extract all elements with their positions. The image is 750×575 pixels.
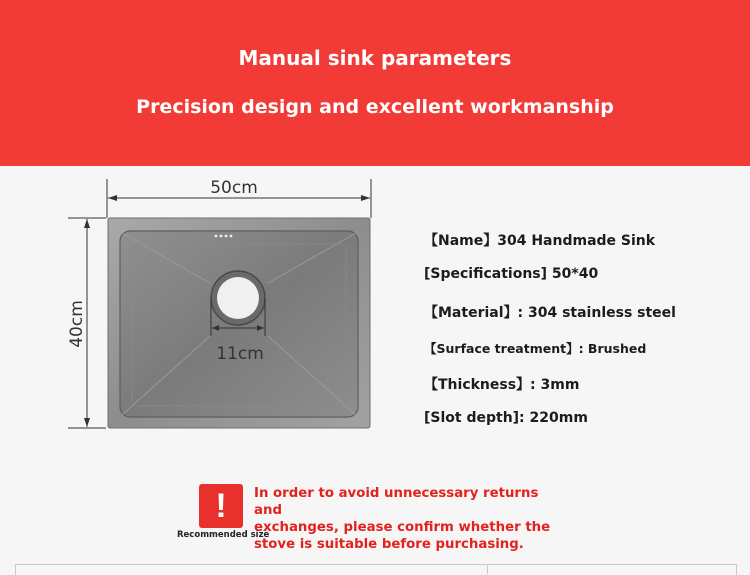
width-dimension xyxy=(107,178,371,218)
exclamation-mark: ! xyxy=(215,487,227,525)
page-subtitle: Precision design and excellent workmanship xyxy=(136,96,614,118)
width-label: 50cm xyxy=(210,178,258,198)
header-banner xyxy=(0,0,750,166)
drain-label: 11cm xyxy=(216,344,264,364)
exclamation-icon xyxy=(199,484,243,528)
height-label: 40cm xyxy=(67,300,87,348)
recommended-size-caption: Recommended size xyxy=(177,530,270,540)
spec-material: 【Material】: 304 stainless steel xyxy=(424,305,676,321)
sink-illustration xyxy=(60,176,390,436)
spec-surface-treatment: 【Surface treatment】: Brushed xyxy=(424,341,647,356)
page-title: Manual sink parameters xyxy=(238,46,512,70)
spec-name: 【Name】304 Handmade Sink xyxy=(424,233,656,249)
drain-hole xyxy=(217,277,259,319)
bottom-table-frame xyxy=(15,564,737,575)
bottom-table-divider xyxy=(487,564,488,574)
spec-thickness: 【Thickness】: 3mm xyxy=(424,377,580,393)
spec-slot-depth: [Slot depth]: 220mm xyxy=(424,410,588,426)
spec-specifications: [Specifications] 50*40 xyxy=(424,266,599,282)
notice-text: In order to avoid unnecessary returns and exchanges, please confirm whether the stove is suitable before purchasing. xyxy=(254,486,551,552)
height-dimension xyxy=(67,218,106,428)
sink-dimension-drawing xyxy=(60,176,390,436)
purchase-notice xyxy=(0,476,750,552)
